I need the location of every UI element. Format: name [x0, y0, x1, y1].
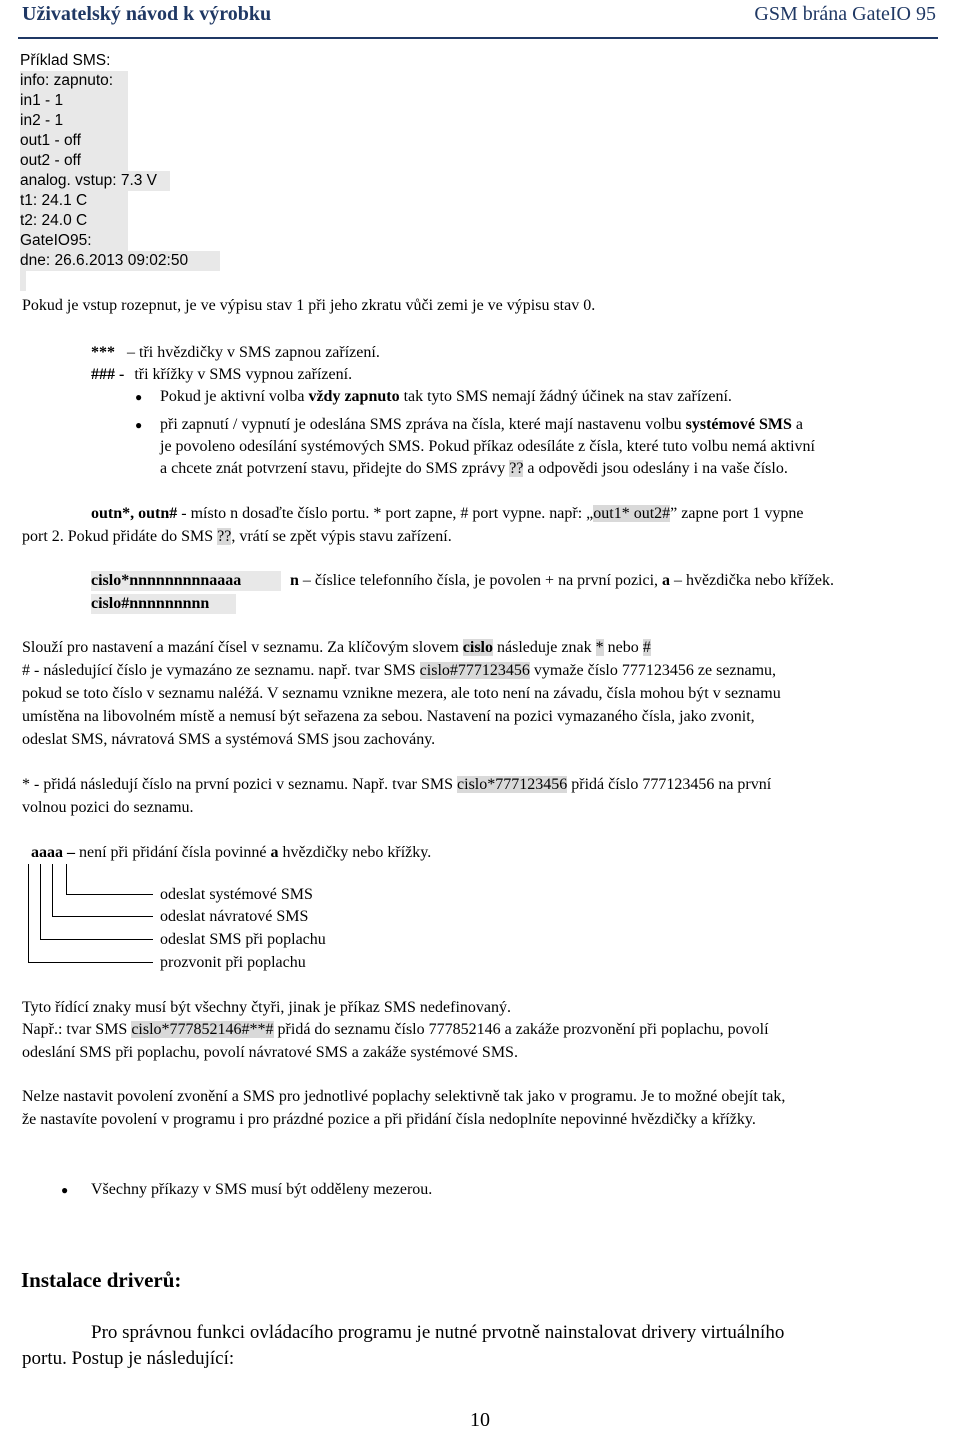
- sms-line: out1 - off: [20, 131, 128, 151]
- bullet-text-bold: systémové SMS: [685, 416, 792, 433]
- cislo-desc-n: n: [290, 572, 299, 589]
- nelze-l2: že nastavíte povolení v programu i pro prázdné pozice a při přidání čísla nedoplníte nepovinné hvězdičky a křížky.: [22, 1111, 756, 1128]
- ridici-l1: Tyto řídící znaky musí být všechny čtyři, jinak je příkaz SMS nedefinovaný.: [22, 999, 511, 1016]
- code: cislo: [462, 639, 493, 656]
- code: *: [595, 639, 604, 656]
- page-number: 10: [470, 1409, 490, 1431]
- code: cislo#777123456: [419, 662, 530, 679]
- cislo-cmd-del: [91, 594, 236, 614]
- ridici-l2: [22, 1020, 769, 1040]
- bullet-text: Pokud je aktivní volba: [160, 388, 309, 405]
- sms-line: Příklad SMS:: [20, 52, 111, 69]
- text: vymaže číslo 777123456 ze seznamu,: [529, 662, 777, 679]
- nelze-l1: Nelze nastavit povolení zvonění a SMS pro jednotlivé poplachy selektivně tak jako v programu. Je to možné obejít tak,: [22, 1088, 786, 1105]
- legend-item-alarm-sms: odeslat SMS při poplachu: [160, 931, 326, 948]
- text: # - následující číslo je vymazáno ze seznamu. např. tvar SMS: [22, 662, 420, 679]
- text: hvězdičky nebo křížky.: [278, 844, 432, 861]
- slouzi-l2: [22, 661, 776, 681]
- text: následuje znak: [492, 639, 596, 656]
- drivers-l1: Pro správnou funkci ovládacího programu je nutné prvotně nainstalovat drivery virtuálního: [91, 1322, 785, 1343]
- text: nebo: [603, 639, 643, 656]
- outn-example: out1* out2#: [593, 505, 671, 522]
- outn-line-2: [22, 527, 452, 547]
- sms-line: analog. vstup: 7.3 V: [20, 171, 170, 191]
- header-title: Uživatelský návod k výrobku: [22, 3, 272, 25]
- cislo-cmd-add: [91, 571, 281, 591]
- sms-example: [20, 51, 189, 291]
- sms-line: out2 - off: [20, 151, 128, 171]
- sms-line: t2: 24.0 C: [20, 211, 128, 231]
- bullet-text: a: [791, 416, 803, 433]
- aaaa-line: [31, 843, 431, 863]
- text: přidá číslo 777123456 na první: [567, 776, 772, 793]
- cmd-on-text: – tři hvězdičky v SMS zapnou zařízení.: [127, 344, 380, 361]
- sms-line: GateIO95:: [20, 231, 128, 251]
- bullet-text: tak tyto SMS nemají žádný účinek na stav zařízení.: [399, 388, 732, 405]
- header-divider: [18, 37, 938, 39]
- code: cislo*777123456: [457, 776, 568, 793]
- bullet-system-sms-l1: [160, 415, 803, 435]
- paragraph-input-state: Pokud je vstup rozepnut, je ve výpisu stav 1 při jeho zkratu vůči zemi je ve výpisu stav 0.: [22, 297, 596, 314]
- bullet-text-bold: vždy zapnuto: [308, 388, 400, 405]
- bullet-system-sms-l2: je povoleno odesílání systémových SMS. Pokud příkaz odesíláte z čísla, které tuto volbu nemá aktivní: [160, 438, 815, 455]
- bullet-code: ??: [509, 460, 524, 477]
- outn-code: ??: [217, 528, 232, 545]
- bullet-text: při zapnutí / vypnutí je odeslána SMS zpráva na čísla, které mají nastavenu volbu: [160, 416, 686, 433]
- star-l1: [22, 775, 771, 795]
- bullet-spaces: Všechny příkazy v SMS musí být odděleny mezerou.: [91, 1181, 433, 1198]
- outn-text: ” zapne port 1 vypne: [670, 505, 804, 522]
- slouzi-l5: odeslat SMS, návratová SMS a systémová SMS jsou zachovány.: [22, 731, 436, 748]
- bullet-icon: ●: [135, 418, 143, 432]
- legend-item-system-sms: odeslat systémové SMS: [160, 886, 313, 903]
- cmd-off-code: ### -: [91, 366, 125, 383]
- legend-item-return-sms: odeslat návratové SMS: [160, 908, 309, 925]
- ridici-l3: odeslání SMS při poplachu, povolí návratové SMS a zakáže systémové SMS.: [22, 1044, 518, 1061]
- slouzi-l1: [22, 638, 651, 658]
- header-product: GSM brána GateIO 95: [754, 3, 936, 25]
- code: #: [642, 639, 651, 656]
- outn-text: - místo n dosaďte číslo portu. * port zapne, # port vypne. např: „: [177, 505, 594, 522]
- cmd-on: [91, 343, 380, 363]
- sms-line: info: zapnuto:: [20, 71, 128, 91]
- sms-line: t1: 24.1 C: [20, 191, 128, 211]
- sms-line: in1 - 1: [20, 91, 128, 111]
- outn-code: outn*, outn#: [91, 505, 178, 522]
- cislo-desc-a: a: [662, 572, 671, 589]
- cmd-off-text: tři křížky v SMS vypnou zařízení.: [134, 366, 353, 383]
- text: Slouží pro nastavení a mazání čísel v seznamu. Za klíčovým slovem: [22, 639, 463, 656]
- cmd-off: [91, 365, 352, 385]
- text: přidá do seznamu číslo 777852146 a zakáže prozvonění při poplachu, povolí: [273, 1021, 769, 1038]
- cislo-desc-text: – číslice telefonního čísla, je povolen + na první pozici,: [298, 572, 663, 589]
- sms-line: in2 - 1: [20, 111, 128, 131]
- text: * - přidá následují číslo na první pozici v seznamu. Např. tvar SMS: [22, 776, 458, 793]
- legend-item-alarm-call: prozvonit při poplachu: [160, 954, 306, 971]
- drivers-l2: portu. Postup je následující:: [22, 1348, 235, 1369]
- cmd-on-code: ***: [91, 344, 115, 361]
- aaaa-a: a: [270, 844, 279, 861]
- bullet-text: a chcete znát potvrzení stavu, přidejte do SMS zprávy: [160, 460, 510, 477]
- cislo-cmd-add-text: cislo*nnnnnnnnnaaaa: [91, 572, 242, 589]
- slouzi-l4: umístěna na libovolném místě a nemusí být seřazena za sebou. Nastavení na pozici vymazaného čísla, jako zvonit,: [22, 708, 755, 725]
- bullet-icon: ●: [135, 390, 143, 404]
- bullet-system-sms-l3: [160, 459, 788, 479]
- bracket-alarm-call: [28, 864, 153, 963]
- sms-line-empty: [20, 271, 26, 291]
- bullet-always-on: [160, 387, 732, 407]
- text: Např.: tvar SMS: [22, 1021, 132, 1038]
- code: cislo*777852146#**#: [131, 1021, 274, 1038]
- section-heading-drivers: Instalace driverů:: [21, 1268, 182, 1292]
- sms-line: dne: 26.6.2013 09:02:50: [20, 251, 220, 271]
- text: není při přidání čísla povinné: [75, 844, 271, 861]
- cislo-cmd-del-text: cislo#nnnnnnnnn: [91, 595, 210, 612]
- outn-text: port 2. Pokud přidáte do SMS: [22, 528, 218, 545]
- cislo-desc: [290, 571, 834, 591]
- outn-text: , vrátí se zpět výpis stavu zařízení.: [231, 528, 452, 545]
- bullet-icon: ●: [61, 1183, 69, 1197]
- star-l2: volnou pozici do seznamu.: [22, 799, 194, 816]
- aaaa-code: aaaa –: [31, 844, 75, 861]
- cislo-desc-text: – hvězdička nebo křížek.: [670, 572, 834, 589]
- bullet-text: a odpovědi jsou odeslány i na vaše číslo.: [523, 460, 788, 477]
- slouzi-l3: pokud se toto číslo v seznamu naléžá. V seznamu vznikne mezera, ale toto není na závadu, čísla mohou být v seznamu: [22, 685, 781, 702]
- outn-line-1: [91, 504, 803, 524]
